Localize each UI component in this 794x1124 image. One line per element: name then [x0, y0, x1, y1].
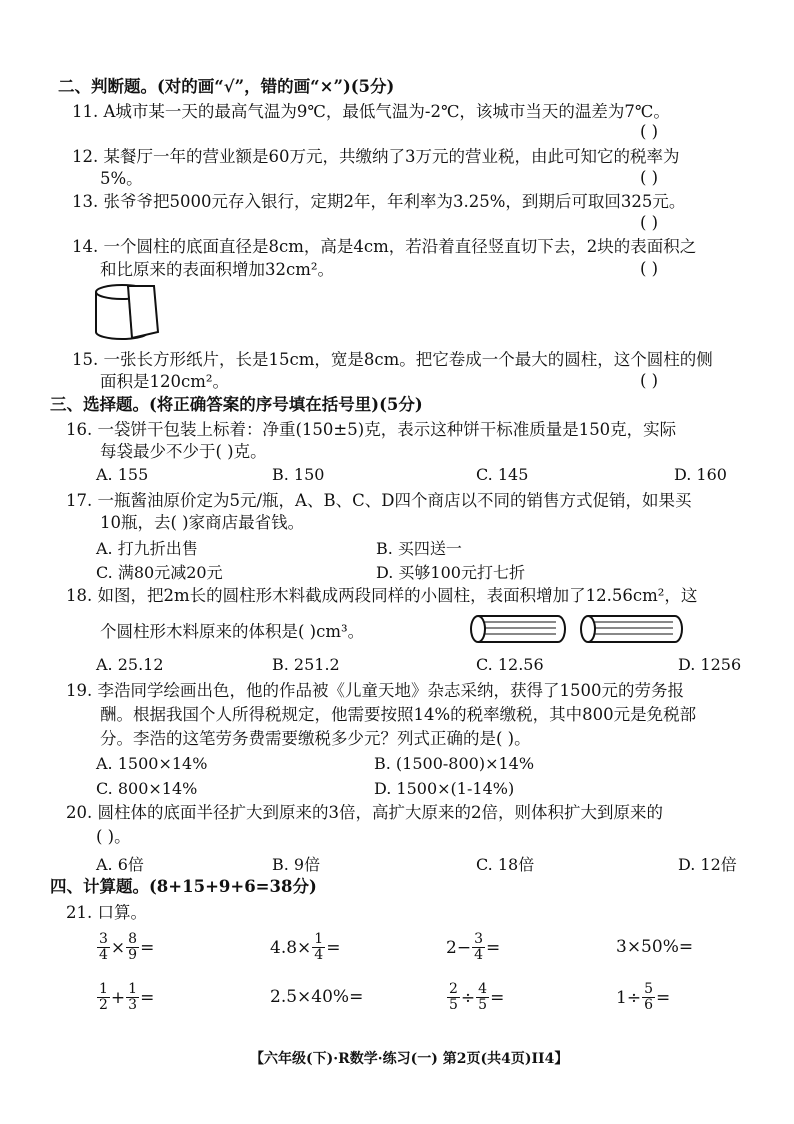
answer-paren-11[interactable]: ( ): [640, 122, 659, 141]
answer-paren-13[interactable]: ( ): [640, 213, 659, 232]
question-19-line3: 分。李浩的这笔劳务费需要缴税多少元？列式正确的是( )。: [100, 729, 531, 748]
calc-item-4: 3×50%=: [616, 937, 694, 957]
question-18-line2: 个圆柱形木料原来的体积是( )cm³。: [100, 622, 365, 641]
question-number: 11.: [72, 102, 99, 121]
option-17-c[interactable]: C. 满80元减20元: [96, 563, 223, 582]
question-number: 18.: [66, 586, 93, 605]
cut-cylinder-figure: [92, 282, 162, 344]
answer-paren-15[interactable]: ( ): [640, 371, 659, 390]
question-15: [72, 349, 713, 371]
question-number: 19.: [66, 681, 93, 700]
calc-item-7: $\frac{2}{5}$ ÷ $\frac{4}{5}$ =: [449, 981, 505, 1013]
question-16: [66, 419, 676, 441]
question-18: [66, 585, 697, 607]
question-12-line2: 5%。: [100, 169, 143, 188]
question-number: 17.: [66, 491, 93, 510]
question-text: 李浩同学绘画出色，他的作品被《儿童天地》杂志采纳，获得了1500元的劳务报: [97, 681, 684, 700]
question-12: [72, 146, 680, 168]
question-19-line2: 酬。根据我国个人所得税规定，他需要按照14%的税率缴税，其中800元是免税部: [100, 705, 697, 724]
option-19-c[interactable]: C. 800×14%: [96, 779, 198, 798]
question-16-line2: 每袋最少不少于( )克。: [100, 442, 267, 461]
fraction: $\frac{3}{4}$: [474, 931, 483, 963]
answer-paren-12[interactable]: ( ): [640, 168, 659, 187]
calc-item-2: 4.8× $\frac{1}{4}$ =: [270, 931, 341, 963]
option-16-a[interactable]: A. 155: [96, 465, 149, 484]
question-text: 一张长方形纸片，长是15cm，宽是8cm。把它卷成一个最大的圆柱，这个圆柱的侧: [103, 350, 713, 369]
question-number: 14.: [72, 237, 99, 256]
calc-item-6: 2.5×40%=: [270, 987, 364, 1007]
question-13: [72, 191, 685, 213]
calc-item-1: $\frac{3}{4}$ × $\frac{8}{9}$ =: [99, 931, 155, 963]
option-18-a[interactable]: A. 25.12: [96, 655, 164, 674]
fraction: $\frac{5}{6}$: [644, 981, 653, 1013]
question-14-line2: 和比原来的表面积增加32cm²。: [100, 260, 334, 279]
calc-item-3: 2− $\frac{3}{4}$ =: [446, 931, 501, 963]
option-20-b[interactable]: B. 9倍: [272, 855, 321, 874]
option-16-d[interactable]: D. 160: [674, 465, 727, 484]
answer-paren-14[interactable]: ( ): [640, 259, 659, 278]
question-17: [66, 490, 691, 512]
question-number: 15.: [72, 350, 99, 369]
option-19-d[interactable]: D. 1500×(1-14%): [374, 779, 515, 798]
question-text: 某餐厅一年的营业额是60万元，共缴纳了3万元的营业税，由此可知它的税率为: [103, 147, 680, 166]
option-19-b[interactable]: B. (1500-800)×14%: [374, 754, 535, 773]
option-18-c[interactable]: C. 12.56: [476, 655, 544, 674]
fraction: $\frac{1}{2}$: [99, 981, 108, 1013]
option-18-b[interactable]: B. 251.2: [272, 655, 340, 674]
two-logs-figure: [470, 612, 690, 646]
option-17-d[interactable]: D. 买够100元打七折: [376, 563, 525, 582]
fraction: $\frac{8}{9}$: [128, 931, 138, 963]
calc-item-8: 1÷ $\frac{5}{6}$ =: [616, 981, 671, 1013]
question-number: 13.: [72, 192, 99, 211]
question-11: [72, 101, 670, 123]
question-15-line2: 面积是120cm²。: [100, 372, 229, 391]
question-text: 一袋饼干包装上标着：净重(150±5)克，表示这种饼干标准质量是150克，实际: [97, 420, 677, 439]
question-19: [66, 680, 684, 702]
option-18-d[interactable]: D. 1256: [678, 655, 742, 674]
option-16-b[interactable]: B. 150: [272, 465, 325, 484]
question-number: 20.: [66, 803, 93, 822]
option-16-c[interactable]: C. 145: [476, 465, 529, 484]
option-20-c[interactable]: C. 18倍: [476, 855, 535, 874]
page-footer: 【六年级(下)·R数学·练习(一) 第2页(共4页)II4】: [250, 1051, 569, 1067]
question-text: A城市某一天的最高气温为9℃，最低气温为-2℃，该城市当天的温差为7℃。: [103, 102, 670, 121]
question-number: 12.: [72, 147, 99, 166]
question-text: 一瓶酱油原价定为5元/瓶，A、B、C、D四个商店以不同的销售方式促销，如果买: [97, 491, 692, 510]
fraction: $\frac{1}{4}$: [314, 931, 324, 963]
question-21: [66, 902, 147, 924]
question-number: 21.: [66, 903, 93, 922]
option-17-a[interactable]: A. 打九折出售: [96, 539, 198, 558]
option-19-a[interactable]: A. 1500×14%: [96, 754, 208, 773]
calc-item-5: $\frac{1}{2}$ + $\frac{1}{3}$ =: [99, 981, 155, 1013]
option-17-b[interactable]: B. 买四送一: [376, 539, 462, 558]
question-text: 口算。: [97, 903, 147, 922]
question-20-line2: ( )。: [96, 827, 131, 846]
fraction: $\frac{1}{3}$: [128, 981, 138, 1013]
question-text: 张爷爷把5000元存入银行，定期2年，年利率为3.25%，到期后可取回325元。: [103, 192, 686, 211]
fraction: $\frac{3}{4}$: [99, 931, 108, 963]
option-20-d[interactable]: D. 12倍: [678, 855, 737, 874]
question-text: 圆柱体的底面半径扩大到原来的3倍，高扩大原来的2倍，则体积扩大到原来的: [97, 803, 663, 822]
question-20: [66, 802, 663, 824]
question-17-line2: 10瓶，去( )家商店最省钱。: [100, 513, 305, 532]
question-14: [72, 236, 696, 258]
section-4-title: 四、计算题。(8+15+9+6=38分): [50, 877, 317, 896]
option-20-a[interactable]: A. 6倍: [96, 855, 144, 874]
fraction: $\frac{4}{5}$: [478, 981, 488, 1013]
section-2-title: 二、判断题。(对的画“√”，错的画“×”)(5分): [58, 77, 395, 96]
fraction: $\frac{2}{5}$: [449, 981, 458, 1013]
question-number: 16.: [66, 420, 93, 439]
section-3-title: 三、选择题。(将正确答案的序号填在括号里)(5分): [50, 395, 423, 414]
question-text: 一个圆柱的底面直径是8cm，高是4cm，若沿着直径竖直切下去，2块的表面积之: [103, 237, 697, 256]
question-text: 如图，把2m长的圆柱形木料截成两段同样的小圆柱，表面积增加了12.56cm²，这: [97, 586, 698, 605]
